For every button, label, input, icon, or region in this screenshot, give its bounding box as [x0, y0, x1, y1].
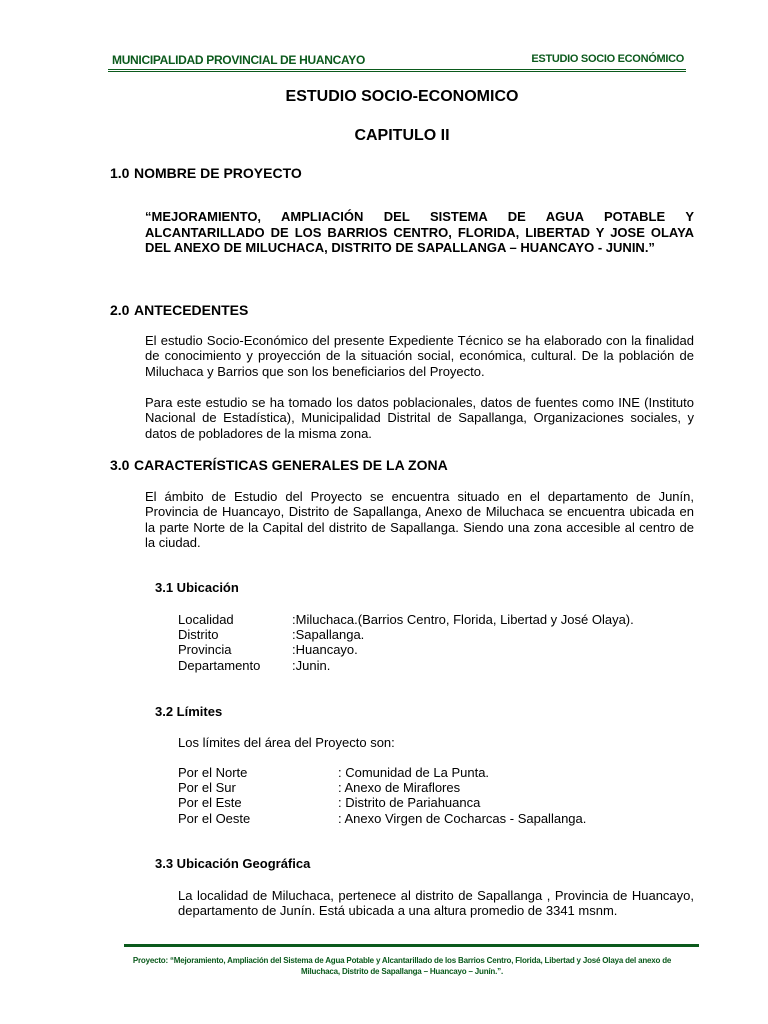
header-rule-secondary — [108, 71, 686, 72]
section-number: 2.0 — [110, 302, 130, 318]
antecedentes-paragraph-1: El estudio Socio-Económico del presente Expediente Técnico se ha elaborado con la finalidad de conocimiento y proyección de la situación social, económica, cultural. De la población de Miluchaca y Barrios que son los beneficiarios del Proyecto. — [145, 333, 694, 379]
ubicacion-row — [178, 642, 698, 657]
section-title: ANTECEDENTES — [134, 302, 249, 318]
ubicacion-row — [178, 658, 698, 673]
limites-key: Por el Sur — [178, 780, 236, 796]
header-institution: MUNICIPALIDAD PROVINCIAL DE HUANCAYO — [112, 53, 365, 67]
section-title: CARACTERÍSTICAS GENERALES DE LA ZONA — [134, 457, 448, 473]
footer-line-1: Proyecto: “Mejoramiento, Ampliación del Sistema de Agua Potable y Alcantarillado de los Barrios Centro, Florida, Libertad y José Olaya del anexo de — [132, 956, 672, 965]
ubicacion-key: Provincia — [178, 642, 232, 658]
ubicacion-row — [178, 612, 698, 627]
limites-value: : Distrito de Pariahuanca — [338, 795, 481, 811]
section-number: 1.0 — [110, 165, 130, 181]
ubicacion-value: :Huancayo. — [292, 642, 358, 658]
chapter-title: CAPITULO II — [354, 127, 450, 144]
ubicacion-key: Departamento — [178, 657, 261, 673]
header-document-title: ESTUDIO SOCIO ECONÓMICO — [531, 53, 684, 65]
section-title: NOMBRE DE PROYECTO — [134, 165, 302, 181]
footer-project — [112, 955, 692, 977]
antecedentes-paragraph-2: Para este estudio se ha tomado los datos poblacionales, datos de fuentes como INE (Instituto Nacional de Estadística), Municipalidad Distrital de Sapallanga, Organizaciones sociales, y datos de pobladores de la misma zona. — [145, 395, 694, 441]
subsection-heading-ubicacion: 3.1 Ubicación — [155, 580, 239, 595]
section-number: 3.0 — [110, 457, 130, 473]
limites-value: : Anexo de Miraflores — [338, 780, 461, 796]
ubicacion-value: :Junin. — [292, 657, 331, 673]
section-heading-3 — [110, 457, 448, 473]
limites-row — [178, 780, 698, 795]
ubicacion-value: :Sapallanga. — [292, 627, 365, 643]
ubicacion-key: Localidad — [178, 612, 234, 627]
limites-table — [178, 765, 698, 826]
document-title: ESTUDIO SOCIO-ECONOMICO — [285, 88, 519, 105]
section-heading-1 — [110, 165, 302, 181]
header-rule — [108, 69, 686, 70]
limites-row — [178, 765, 698, 780]
limites-key: Por el Oeste — [178, 810, 251, 826]
limites-row — [178, 795, 698, 810]
geografica-paragraph: La localidad de Miluchaca, pertenece al distrito de Sapallanga , Provincia de Huancayo, departamento de Junín. Está ubicada a una altura promedio de 3341 msnm. — [178, 888, 694, 919]
project-name-paragraph: “MEJORAMIENTO, AMPLIACIÓN DEL SISTEMA DE AGUA POTABLE Y ALCANTARILLADO DE LOS BARRIOS CENTRO, FLORIDA, LIBERTAD Y JOSE OLAYA DEL ANEXO DE MILUCHACA, DISTRITO DE SAPALLANGA – HUANCAYO - JUNIN.” — [145, 209, 694, 256]
section-heading-2 — [110, 302, 248, 318]
caracteristicas-paragraph: El ámbito de Estudio del Proyecto se encuentra situado en el departamento de Junín, Provincia de Huancayo, Distrito de Sapallanga, Anexo de Miluchaca se encuentra ubicada en la parte Norte de la Capital del distrito de Sapallanga. Siendo una zona accesible al centro de la ciudad. — [145, 489, 694, 551]
subsection-heading-limites: 3.2 Límites — [155, 704, 223, 719]
subsection-heading-geografica: 3.3 Ubicación Geográfica — [155, 856, 311, 871]
footer-line-2: Miluchaca, Distrito de Sapallanga – Huancayo – Junín.”. — [301, 967, 503, 976]
ubicacion-key: Distrito — [178, 627, 219, 643]
ubicacion-row — [178, 627, 698, 642]
footer-rule — [124, 944, 699, 947]
limites-intro: Los límites del área del Proyecto son: — [178, 735, 395, 750]
limites-value: : Comunidad de La Punta. — [338, 765, 490, 780]
limites-key: Por el Norte — [178, 765, 248, 780]
limites-row — [178, 811, 698, 826]
ubicacion-value: :Miluchaca.(Barrios Centro, Florida, Libertad y José Olaya). — [292, 612, 634, 627]
limites-value: : Anexo Virgen de Cocharcas - Sapallanga. — [338, 810, 587, 826]
ubicacion-table — [178, 612, 698, 673]
limites-key: Por el Este — [178, 795, 242, 811]
